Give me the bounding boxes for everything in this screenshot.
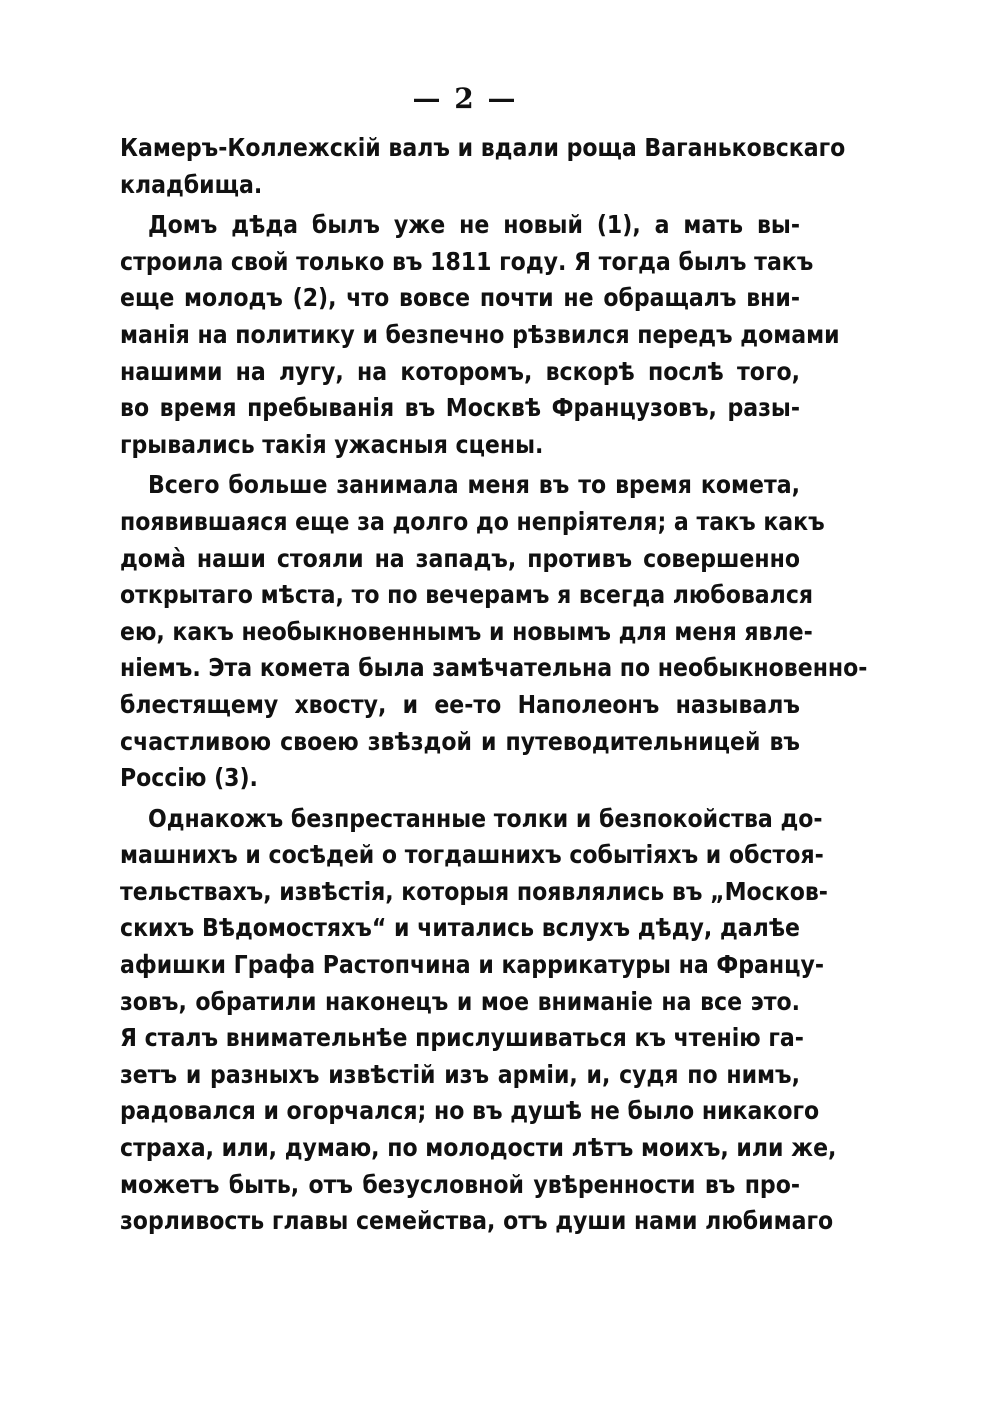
text-line: Однакожъ безпрестанные толки и безпокойства до- [148,803,823,833]
text-line: страха, или, думаю, по молодости лѣтъ моихъ, или же, [120,1133,837,1163]
text-line: скихъ Вѣдомостяхъ“ и читались вслухъ дѣду, далѣе [120,913,800,943]
text-line: открытаго мѣста, то по вечерамъ я всегда любовался [120,580,814,610]
text-line: тельствахъ, извѣстія, которыя появлялись въ „Москов- [120,876,828,906]
text-line: зорливость главы семейства, отъ души нами любимаго [120,1206,834,1236]
text-line: грывались такія ужасныя сцены. [120,429,544,459]
text-line: во время пребыванія въ Москвѣ Французовъ, разы- [120,393,800,423]
paragraph-4 [120,801,837,1240]
text-line: машнихъ и сосѣдей о тогдашнихъ событіяхъ и обстоя- [120,840,824,870]
text-line: домà наши стояли на западъ, противъ совершенно [120,543,800,573]
paragraph-2 [120,207,840,463]
text-line: Домъ дѣда былъ уже не новый (1), а мать вы- [148,210,800,240]
text-line: Камеръ-Коллежскій валъ и вдали роща Ваганьковскаго [120,133,846,162]
text-line: Я сталъ внимательнѣе прислушиваться къ чтенію га- [120,1023,804,1053]
text-line: зетъ и разныхъ извѣстій изъ арміи, и, судя по нимъ, [120,1059,800,1089]
text-line: зовъ, обратили наконецъ и мое вниманіе на все это. [120,986,800,1016]
paragraph-1 [120,130,846,203]
text-line: блестящему хвосту, и ее-то Наполеонъ называлъ [120,689,800,719]
text-line: появившаяся еще за долго до непріятеля; а такъ какъ [120,506,825,536]
text-line: Всего больше занимала меня въ то время комета, [148,470,800,500]
text-line: строила свой только въ 1811 году. Я тогда былъ такъ [120,246,814,276]
paragraph-3 [120,467,868,796]
page-number: — 2 — [412,82,518,115]
body-text [120,130,868,1244]
text-line: афишки Графа Растопчина и каррикатуры на Францу- [120,950,825,980]
text-line: кладбища. [120,169,263,199]
text-line: нашими на лугу, на которомъ, вскорѣ послѣ того, [120,356,800,386]
text-line: манія на политику и безпечно рѣзвился передъ домами [120,319,840,349]
text-line: ею, какъ необыкновеннымъ и новымъ для меня явле- [120,616,813,646]
text-line: счастливою своею звѣздой и путеводительницей въ [120,726,800,756]
text-line: еще молодъ (2), что вовсе почти не обращалъ вни- [120,283,800,313]
text-line: можетъ быть, отъ безусловной увѣренности въ про- [120,1169,800,1199]
text-line: ніемъ. Эта комета была замѣчательна по необыкновенно- [120,653,868,683]
text-line: Россію (3). [120,763,258,793]
text-line: радовался и огорчался; но въ душѣ не было никакого [120,1096,820,1126]
